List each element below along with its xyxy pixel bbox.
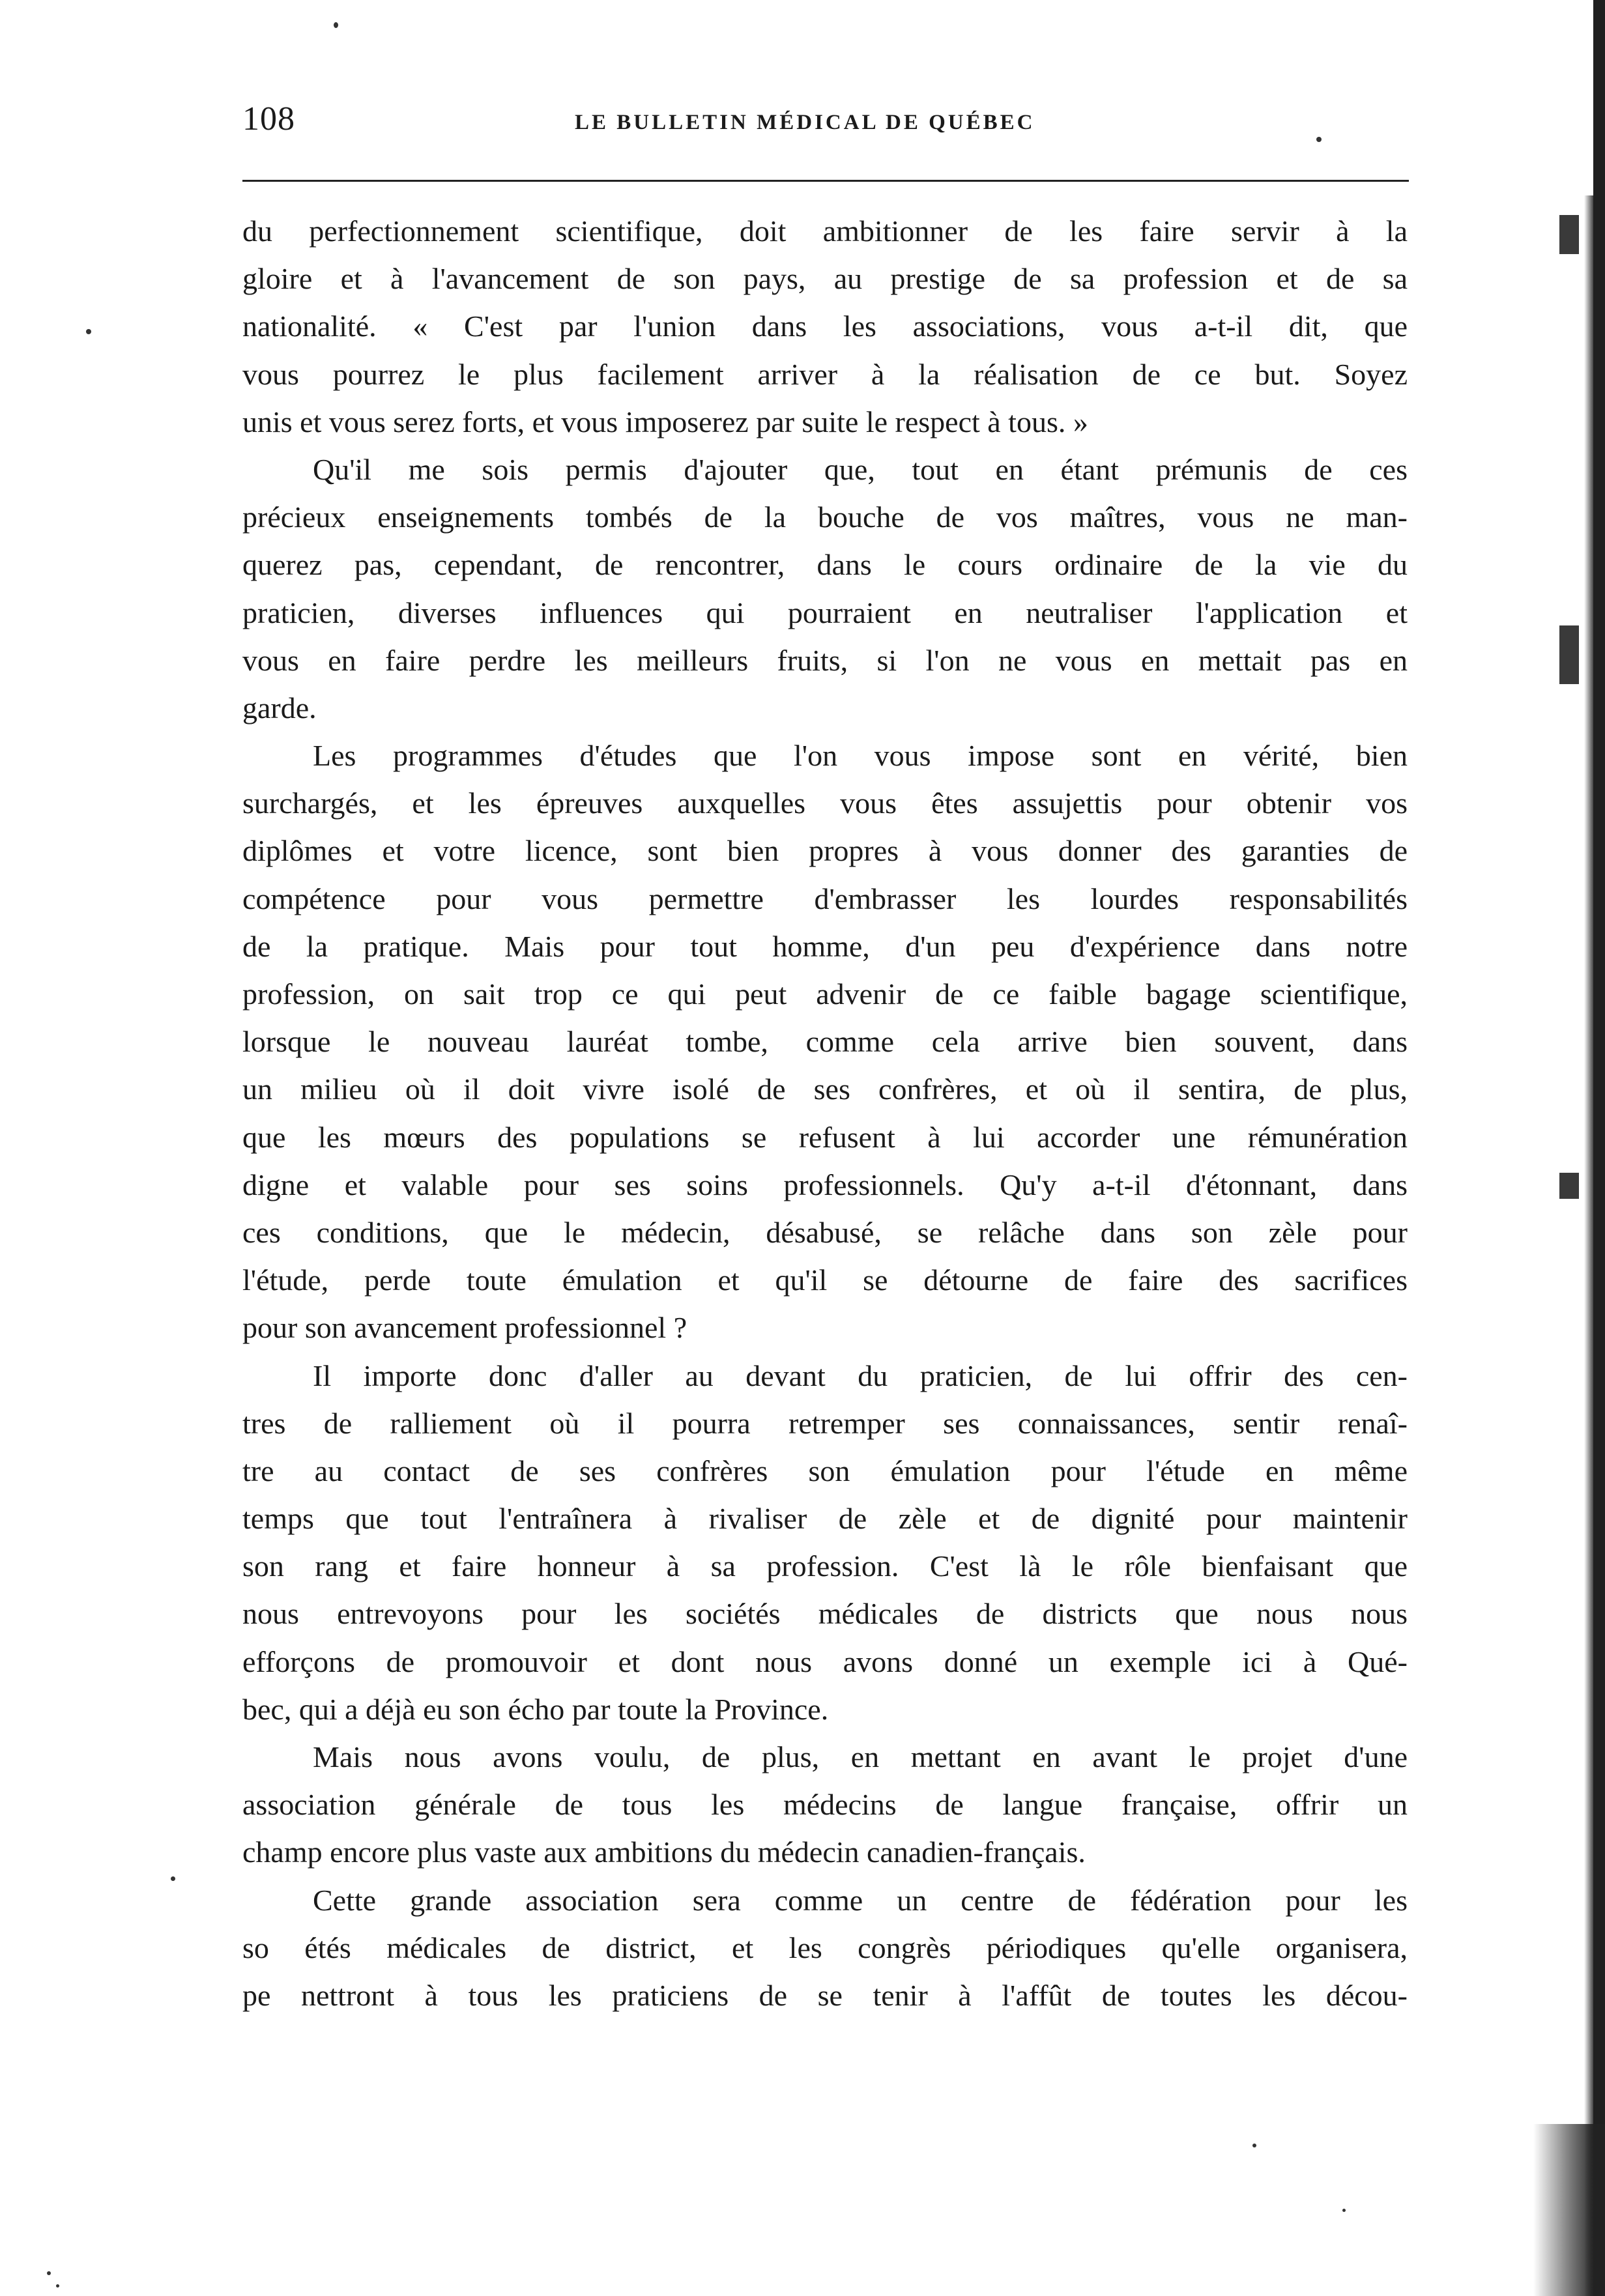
text-line: surchargés, et les épreuves auxquelles vous êtes assujettis pour obtenir vos <box>242 786 1408 820</box>
text-line: son rang et faire honneur à sa profession. C'est là le rôle bienfaisant que <box>242 1549 1408 1583</box>
text-line: vous pourrez le plus facilement arriver à la réalisation de ce but. Soyez <box>242 357 1408 391</box>
text-line: Cette grande association sera comme un centre de fédération pour les <box>313 1883 1408 1917</box>
text-line: l'étude, perde toute émulation et qu'il se détourne de faire des sacrifices <box>242 1263 1408 1297</box>
text-line: gloire et à l'avancement de son pays, au prestige de sa profession et de sa <box>242 262 1408 296</box>
page-number: 108 <box>242 100 295 137</box>
text-line: champ encore plus vaste aux ambitions du médecin canadien-français. <box>242 1835 1086 1869</box>
running-head: LE BULLETIN MÉDICAL DE QUÉBEC <box>575 111 1035 134</box>
text-line: unis et vous serez forts, et vous imposerez par suite le respect à tous. » <box>242 405 1088 438</box>
text-line: Mais nous avons voulu, de plus, en mettant en avant le projet d'une <box>313 1740 1408 1773</box>
text-line: praticien, diverses influences qui pourraient en neutraliser l'application et <box>242 596 1408 629</box>
text-line: nationalité. « C'est par l'union dans les associations, vous a-t-il dit, que <box>242 309 1408 343</box>
page-edge-shadow <box>1462 0 1605 2296</box>
text-line: du perfectionnement scientifique, doit ambitionner de les faire servir à la <box>242 214 1408 248</box>
text-line: nous entrevoyons pour les sociétés médicales de districts que nous nous <box>242 1597 1408 1631</box>
text-line: Les programmes d'études que l'on vous impose sont en vérité, bien <box>313 739 1408 773</box>
edge-mark <box>1559 625 1579 684</box>
text-line: tre au contact de ses confrères son émulation pour l'étude en même <box>242 1454 1408 1487</box>
text-line: bec, qui a déjà eu son écho par toute la Province. <box>242 1692 829 1726</box>
text-line: ces conditions, que le médecin, désabusé, se relâche dans son zèle pour <box>242 1215 1408 1249</box>
text-line: digne et valable pour ses soins professionnels. Qu'y a-t-il d'étonnant, dans <box>242 1168 1408 1201</box>
text-line: pe nettront à tous les praticiens de se tenir à l'affût de toutes les décou- <box>242 1978 1408 2012</box>
text-line: que les mœurs des populations se refusent à lui accorder une rémunération <box>242 1120 1408 1154</box>
text-line: garde. <box>242 691 317 725</box>
text-line: pour son avancement professionnel ? <box>242 1311 687 1345</box>
page-header <box>242 96 1402 142</box>
text-line: temps que tout l'entraînera à rivaliser de zèle et de dignité pour maintenir <box>242 1502 1408 1536</box>
text-line: profession, on sait trop ce qui peut advenir de ce faible bagage scientifique, <box>242 977 1408 1011</box>
text-line: association générale de tous les médecins de langue française, offrir un <box>242 1788 1408 1822</box>
binding-dark-corner <box>1533 2124 1605 2296</box>
body-text <box>242 207 1408 2019</box>
edge-mark <box>1559 215 1579 254</box>
text-line: Qu'il me sois permis d'ajouter que, tout en étant prémunis de ces <box>313 452 1408 486</box>
text-line: vous en faire perdre les meilleurs fruits, si l'on ne vous en mettait pas en <box>242 643 1408 677</box>
text-line: querez pas, cependant, de rencontrer, dans le cours ordinaire de la vie du <box>242 548 1408 582</box>
binding-edge <box>1593 0 1605 2296</box>
text-line: un milieu où il doit vivre isolé de ses confrères, et où il sentira, de plus, <box>242 1072 1408 1106</box>
edge-mark <box>1559 1173 1579 1199</box>
text-line: diplômes et votre licence, sont bien propres à vous donner des garanties de <box>242 834 1408 868</box>
text-line: so étés médicales de district, et les congrès périodiques qu'elle organisera, <box>242 1930 1408 1964</box>
text-line: efforçons de promouvoir et dont nous avons donné un exemple ici à Qué- <box>242 1644 1408 1678</box>
text-line: de la pratique. Mais pour tout homme, d'un peu d'expérience dans notre <box>242 929 1408 963</box>
text-line: tres de ralliement où il pourra retremper ses connaissances, sentir renaî- <box>242 1406 1408 1440</box>
text-line: lorsque le nouveau lauréat tombe, comme cela arrive bien souvent, dans <box>242 1025 1408 1059</box>
text-line: compétence pour vous permettre d'embrasser les lourdes responsabilités <box>242 882 1408 915</box>
text-line: précieux enseignements tombés de la bouche de vos maîtres, vous ne man- <box>242 500 1408 534</box>
text-line: Il importe donc d'aller au devant du praticien, de lui offrir des cen- <box>313 1358 1408 1392</box>
header-rule <box>242 180 1409 182</box>
binding-shadow <box>1584 195 1593 2296</box>
